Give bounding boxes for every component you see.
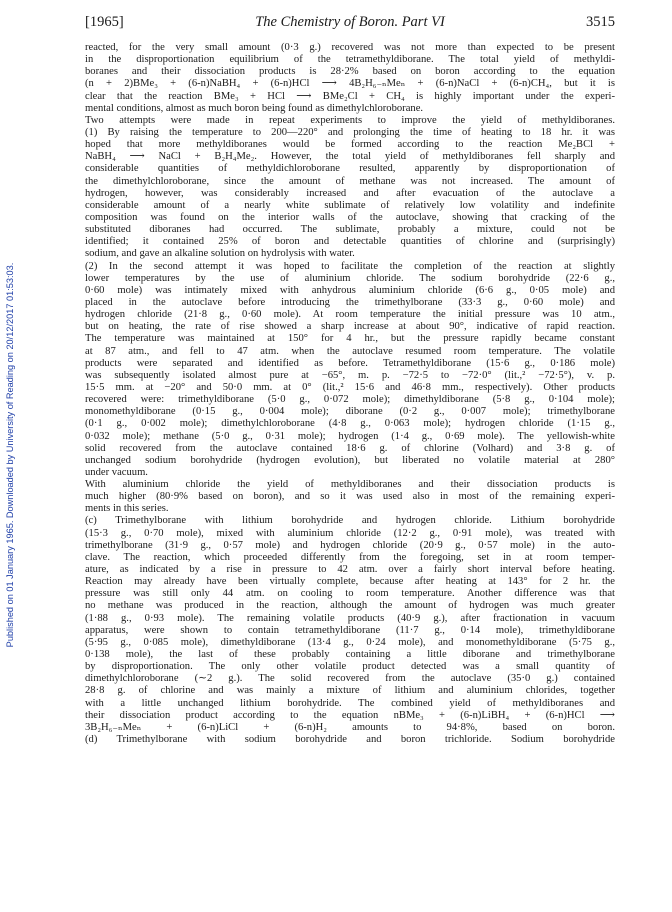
article-body-text <box>85 42 615 746</box>
text-line: apparatus, were shown to contain tetramethyldiborane (11·7 g., 0·14 mole), trimethyldiborane <box>85 624 615 636</box>
text-line: reacted, for the very small amount (0·3 g.) recovered was not more than expected to be present <box>85 42 615 53</box>
text-line: with a little unchanged lithium borohydride. The combined yield of methyldiboranes and <box>85 697 615 709</box>
text-line: (d) Trimethylborane with sodium borohydride and boron trichloride. Sodium borohydride <box>85 734 615 746</box>
text-line: much higher (80·9% based on boron), and so it was used also in most of the remaining experi- <box>85 491 615 503</box>
text-line: 0·032 mole); methane (5·0 g., 0·31 mole); hydrogen (1·4 g., 0·69 mole). The yellowish-white <box>85 430 615 442</box>
text-line: considerable amount of a nearly white sublimate of relatively low volatility and indefinite <box>85 199 615 211</box>
text-line: (1) By raising the temperature to 200—220° and prolonging the time of heating to 18 hr. it was <box>85 126 615 138</box>
text-line: ature, as indicated by a rise in pressure to 42 atm. over a fairly short interval before heating. <box>85 564 615 576</box>
text-line: (2) In the second attempt it was hoped to facilitate the completion of the reaction at slightly <box>85 260 615 272</box>
download-watermark <box>2 130 18 780</box>
text-line: the dimethylchloroborane, since the amount of methane was not increased. The amount of <box>85 175 615 187</box>
text-line: hydrogen chloride (21·8 g., 0·60 mole). At room temperature the initial pressure was 10 atm., <box>85 309 615 321</box>
text-line: clear that the reaction BMe₃ + HCl ⟶ BMe₂Cl + CH₄ is highly important under the experi- <box>85 90 615 102</box>
text-line: (5·95 g., 0·085 mole), dimethyldiborane (13·4 g., 0·24 mole), and monomethyldiborane (5·75 g., <box>85 636 615 648</box>
text-line: hoped that more methyldiboranes would be formed according to the reaction Me₂BCl + <box>85 139 615 151</box>
text-line: lower temperatures by the use of aluminium chloride. The sodium borohydride (22·6 g., <box>85 272 615 284</box>
text-line: (0·1 g., 0·002 mole); dimethylchloroborane (4·8 g., 0·063 mole); hydrogen chloride (1·15 g., <box>85 418 615 430</box>
text-line: substituted diboranes had occurred. The sublimate, probably a mixture, could not be <box>85 224 615 236</box>
text-line: (15·3 g., 0·70 mole), mixed with aluminium chloride (12·2 g., 0·91 mole), was treated with <box>85 527 615 539</box>
text-line: products were separated and identified as before. Tetramethyldiborane (15·6 g., 0·186 mole) <box>85 357 615 369</box>
text-line: monomethyldiborane (0·15 g., 0·004 mole); diborane (0·2 g., 0·007 mole); trimethylborane <box>85 406 615 418</box>
text-line: placed in the autoclave before introducing the trimethylborane (33·3 g., 0·60 mole) and <box>85 296 615 308</box>
text-line: hydrogen, however, was considerably increased and after evacuation of the autoclave a <box>85 187 615 199</box>
text-line: under vacuum. <box>85 466 148 478</box>
text-line: their dissociation product according to the equation nBMe₃ + (6-n)LiBH₄ + (6-n)HCl ⟶ <box>85 709 615 721</box>
text-line: (n + 2)BMe₃ + (6-n)NaBH₄ + (6-n)HCl ⟶ 4B₂H₆₋ₙMeₙ + (6-n)NaCl + (6-n)CH₄, but it is <box>85 78 615 90</box>
running-header <box>85 14 615 34</box>
text-line: 3B₂H₆₋ₙMeₙ + (6-n)LiCl + (6-n)H₂ amounts to 94·8%, based on boron. <box>85 721 615 733</box>
text-line: boranes and their dissociation products is 28·2% based on boron according to the equation <box>85 66 615 78</box>
text-line: (c) Trimethylborane with lithium borohydride and hydrogen chloride. Lithium borohydride <box>85 515 615 527</box>
text-line: With aluminium chloride the yield of methyldiboranes and their dissociation products is <box>85 479 615 491</box>
header-running-title: The Chemistry of Boron. Part VI <box>255 14 445 30</box>
text-line: (1·88 g., 0·93 mole). The remaining volatile products (40·9 g.), after fractionation in vacuum <box>85 612 615 624</box>
text-line: NaBH₄ ⟶ NaCl + B₂H₄Me₂. However, the total yield of methyldiboranes fell sharply and <box>85 151 615 163</box>
header-year: [1965] <box>85 14 124 30</box>
text-line: identified; it contained 25% of boron and detectable quantities of chlorine and (surprisingly) <box>85 236 615 248</box>
text-line: solid recovered from the autoclave contained 18·6 g. of chlorine (Volhard) and 3·8 g. of <box>85 442 615 454</box>
text-line: no methane was produced in the reaction, although the amount of hydrogen was much greater <box>85 600 615 612</box>
text-line: in the disproportionation equilibrium of the tetramethyldiborane. The total yield of methyldi- <box>85 54 615 66</box>
text-line: by disproportionation. The only other volatile product detected was a small quantity of <box>85 661 615 673</box>
header-page-number: 3515 <box>586 14 615 30</box>
text-line: unchanged sodium borohydride (hydrogen evolution), but liberated no volatile material at 280° <box>85 454 615 466</box>
text-line: pressure was still only 44 atm. on cooling to room temperature. Another difference was that <box>85 588 615 600</box>
text-line: clave. The reaction, which proceeded differently from the foregoing, set in at room temper- <box>85 551 615 563</box>
text-line: 0·60 mole) was intimately mixed with anhydrous aluminium chloride (6·6 g., 0·05 mole) and <box>85 284 615 296</box>
text-line: Two attempts were made in repeat experiments to improve the yield of methyldiboranes. <box>85 114 615 126</box>
text-line: but on heating, the rate of rise showed a sharp increase at about 90°, indicative of rapid reaction. <box>85 321 615 333</box>
download-watermark-text: Published on 01 January 1965. Downloaded by University of Reading on 20/12/2017 01:53:03. <box>5 262 15 648</box>
text-line: sodium, and gave an alkaline solution on hydrolysis with water. <box>85 248 355 260</box>
text-line: mental conditions, almost as much boron being found as dimethylchloroborane. <box>85 102 424 114</box>
text-line: considerable quantities of methyldichloroborane resulted, apparently by disproportionation of <box>85 163 615 175</box>
text-line: composition was found on the interior walls of the autoclave, showing that cracking of the <box>85 211 615 223</box>
text-line: at 87 atm., and fell to 47 atm. when the autoclave resumed room temperature. The volatile <box>85 345 615 357</box>
text-line: dimethylchloroborane (∼2 g.). The solid recovered from the autoclave (35·0 g.) contained <box>85 673 615 685</box>
text-line: trimethylborane (31·9 g., 0·57 mole) and hydrogen chloride (20·9 g., 0·57 mole) in the auto- <box>85 539 615 551</box>
text-line: Reaction may already have been virtually complete, because after heating at 143° for 2 hr. the <box>85 576 615 588</box>
text-line: recovered were: trimethyldiborane (5·0 g., 0·072 mole); dimethyldiborane (5·8 g., 0·104 mole); <box>85 394 615 406</box>
text-line: 15·5 mm. at −20° and 50·0 mm. at 0° (lit.,² 15·6 and 46·8 mm., respectively). Other products <box>85 381 615 393</box>
text-line: The temperature was maintained at 150° for 4 hr., but the pressure rapidly became constant <box>85 333 615 345</box>
text-line: 28·8 g. of chlorine and was mainly a mixture of lithium and aluminium chlorides, together <box>85 685 615 697</box>
text-line: ments in this series. <box>85 503 169 515</box>
text-line: was subsequently isolated almost pure at −65°, m. p. −72·5 to −72·0° (lit.,² −72·5°), v. p. <box>85 369 615 381</box>
text-line: 0·138 mole), the last of these probably containing a little diborane and trimethylborane <box>85 649 615 661</box>
